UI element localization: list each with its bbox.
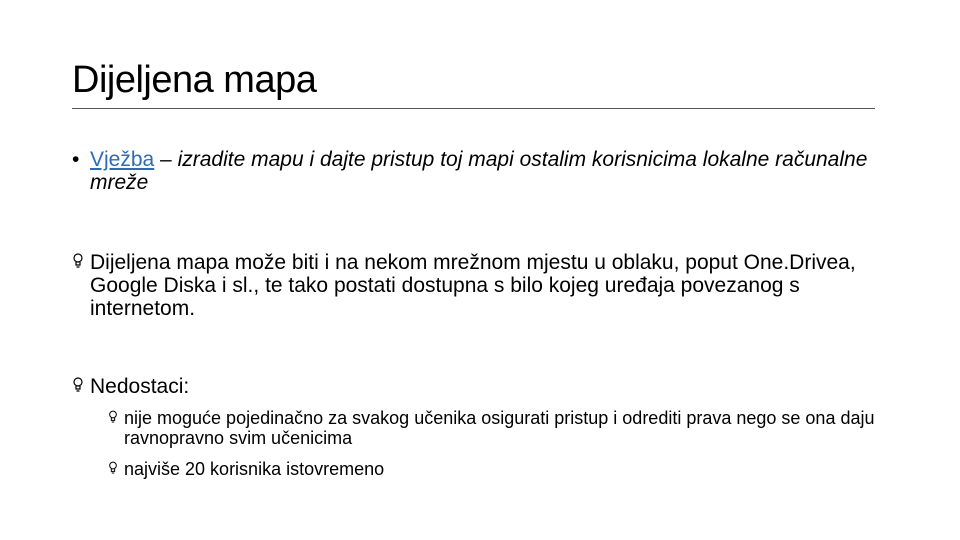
drawback-text: nije moguće pojedinačno za svakog učenika osigurati pristup i odrediti prava nego se ona daju ravnopravno svim učenicima [124, 408, 875, 448]
bullet-drawbacks [72, 375, 872, 398]
bullet-dot: • [72, 148, 80, 171]
slide-title: Dijeljena mapa [72, 59, 317, 101]
drawbacks-heading: Nedostaci: [90, 375, 190, 398]
drawback-item [108, 408, 888, 448]
bullet-cloud-folder [72, 251, 872, 320]
drawback-text: najviše 20 korisnika istovremeno [124, 459, 385, 479]
bullet-exercise [72, 148, 872, 194]
title-divider [72, 108, 875, 109]
exercise-description: – izradite mapu i dajte pristup toj mapi ostalim korisnicima lokalne računalne mreže [90, 148, 868, 194]
lightbulb-icon [108, 459, 118, 479]
lightbulb-icon [72, 251, 84, 274]
drawback-item [108, 459, 888, 479]
cloud-folder-text: Dijeljena mapa može biti i na nekom mrežnom mjestu u oblaku, poput One.Drivea, Google Diska i sl., te tako postati dostupna s bilo kojeg uređaja povezanog s internetom. [90, 251, 856, 320]
bullet-exercise-text [90, 148, 872, 194]
lightbulb-icon [72, 375, 84, 398]
exercise-link[interactable]: Vježba [90, 148, 155, 171]
lightbulb-icon [108, 408, 118, 428]
